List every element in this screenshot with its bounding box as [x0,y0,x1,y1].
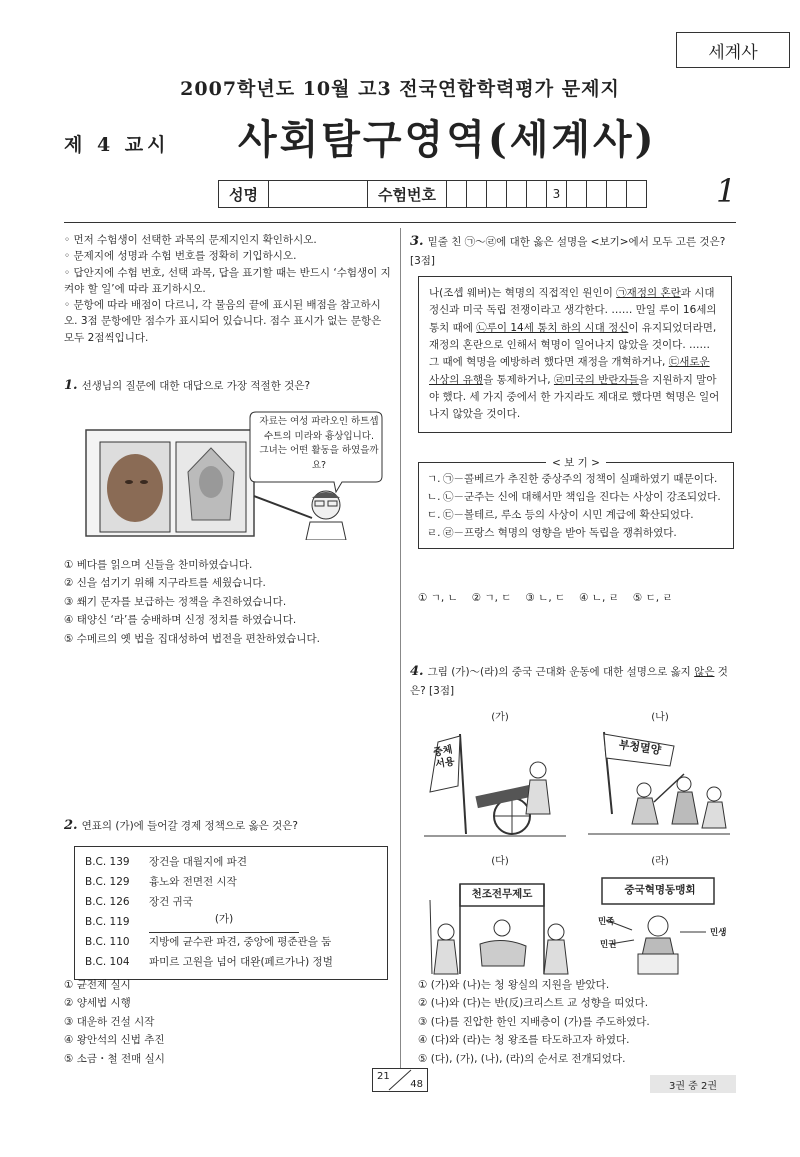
choice[interactable]: ⑤ 소금・철 전매 실시 [64,1052,165,1065]
timeline-year: B.C. 139 [85,856,130,868]
id-cell[interactable] [607,181,627,207]
bogi-key: ㄹ. [427,526,441,539]
passage-box [418,276,732,433]
period-label: 제 4 교시 [64,134,170,156]
soldier-icon [438,924,454,940]
choice[interactable]: ④ 태양신 ‘라’를 숭배하며 신정 정치를 하였습니다. [64,614,297,627]
timeline-row [85,893,377,913]
id-cell[interactable] [527,181,547,207]
question-number: 3. [410,234,424,249]
image-label: (라) [651,856,669,867]
passage-text: 을 통제하거나, [483,373,554,386]
pointer-stick [254,496,312,518]
bogi-text: ㉡－군주는 신에 대해서만 책임을 진다는 사상이 강조되었다. [443,490,721,503]
question-text: 연표의 (가)에 들어갈 경제 정책으로 옳은 것은? [81,820,298,832]
page-total: 48 [410,1079,423,1090]
id-row [218,180,647,208]
choice[interactable]: ② ㄱ, ㄷ [471,592,512,604]
q3-choices [418,590,673,605]
column-divider [400,228,401,1068]
soldier-icon [548,924,564,940]
soldier-icon [530,762,546,778]
passage-text: 을 지원하지 말아야 했다. 세 가지 중에서 한 가지라도 제대로 했다면 혁명은 일어나지 않았을 것이다. [429,373,720,421]
timeline-row [85,873,377,893]
underlined-phrase: ㉣미국의 반란자들 [553,373,639,386]
bogi-text: ㉢－볼테르, 루소 등의 사상이 시민 계급에 확산되었다. [443,508,694,521]
sign-word: 민권 [600,940,617,950]
volume-badge: 3권 중 2권 [650,1075,736,1093]
timeline-year: B.C. 110 [85,935,130,948]
timeline-year: B.C. 126 [85,895,130,908]
flag-text: 중체서용 [432,744,456,771]
horse-icon [480,940,526,966]
bogi-key: ㄴ. [427,490,441,503]
timeline-event: 지방에 균수관 파견, 중앙에 평준관을 둠 [149,935,332,948]
question-text: 밑줄 친 ㉠～㉣에 대한 옳은 설명을 <보기>에서 모두 고른 것은? [3점] [410,236,726,267]
choice[interactable]: ② 양세법 시행 [64,997,131,1010]
bogi-box [418,457,734,549]
bogi-item [427,507,725,525]
question-3 [410,232,736,270]
podium-icon [638,954,678,974]
image-label: (나) [651,712,669,723]
header-divider [64,222,736,223]
choice[interactable]: ④ (다)와 (라)는 청 왕조를 타도하고자 하였다. [418,1034,630,1047]
timeline-year: B.C. 119 [85,915,130,928]
image-label: (다) [491,856,509,867]
page-counter [372,1068,428,1092]
speaker-icon [648,916,668,936]
id-label: 수험번호 [368,181,447,207]
spear-icon [430,900,432,974]
choice[interactable]: ④ ㄴ, ㄹ [579,592,619,604]
q2-choices [64,976,394,1068]
question-number: 2. [64,818,78,833]
passage-text: 과 시대 정신과 미국 독립 전쟁이라고 생각한다. …… 만일 루이 16세의 통치 때에 [429,287,717,334]
sign-word: 민족 [598,917,615,927]
bogi-text: ㉠－콜베르가 추진한 중상주의 정책이 실패하였기 때문이다. [443,473,718,485]
question-number: 1. [64,378,78,393]
question-number: 4. [410,664,424,679]
question-text-emphasis: 않은 [694,666,715,678]
choice[interactable]: ③ 쐐기 문자를 보급하는 정책을 추진하였습니다. [64,595,287,608]
instruction-item: ◦ 문제지에 성명과 수험 번호를 정확히 기입하시오. [64,250,297,263]
bogi-key: ㄷ. [427,508,441,521]
bogi-title-text: < 보 기 > [546,457,606,469]
timeline-row [85,853,377,873]
illustration-ga [420,724,570,842]
sign-word: 민생 [710,928,727,938]
id-cell[interactable] [627,181,646,207]
timeline-row [85,933,377,953]
fighter-icon [637,783,651,797]
timeline-row [85,953,377,973]
instruction-item: ◦ 먼저 수험생이 선택한 과목의 문제지인지 확인하시오. [64,234,317,246]
bogi-item [427,525,725,543]
name-field[interactable] [269,181,368,207]
banner-text: 천조전무제도 [471,888,533,900]
subject-title: 사회탐구영역(세계사) [238,116,657,163]
id-cell[interactable] [487,181,507,207]
timeline-year: B.C. 129 [85,875,130,888]
timeline-event: 장건을 대월지에 파견 [149,856,247,868]
timeline-year: B.C. 104 [85,955,130,968]
timeline-event: 장건 귀국 [149,895,193,908]
question-2 [64,816,394,837]
subject-label: 세계사 [708,42,758,63]
name-label: 성명 [219,181,269,207]
underlined-phrase: ㉡루이 14세 통치 하의 시대 정신 [476,321,629,334]
id-cell[interactable] [507,181,527,207]
id-cell-fixed: 3 [547,181,567,207]
choice[interactable]: ③ ㄴ, ㄷ [525,592,566,604]
question-text: 것은? [3점] [410,666,728,697]
question-text: 선생님의 질문에 대한 대답으로 가장 적절한 것은? [81,380,311,392]
instruction-item: ◦ 문항에 따라 배점이 다르니, 각 물음의 끝에 표시된 배점을 참고하시오. 3점 문항에만 점수가 표시되어 있습니다. 점수 표시가 없는 문항은 모두 2점씩입니다. [64,299,382,344]
page-current: 21 [377,1071,390,1082]
id-cell[interactable] [587,181,607,207]
choice[interactable]: ⑤ 수메르의 옛 법을 집대성하여 법전을 편찬하였습니다. [64,632,320,645]
q4-choices [418,976,736,1068]
id-cell[interactable] [447,181,467,207]
instruction-item: ◦ 답안지에 수험 번호, 선택 과목, 답을 표기할 때는 반드시 ‘수험생이 지켜야 할 일’에 따라 표기하시오. [64,266,391,295]
instructions [64,232,394,346]
page-number: 1 [716,172,737,210]
flag-pole [460,734,466,834]
timeline-event: 파미르 고원을 넘어 대완(페르가나) 정벌 [149,955,333,968]
bogi-item [427,489,725,507]
id-cell[interactable] [467,181,487,207]
choice[interactable]: ③ (다)를 진압한 한인 지배층이 (가)를 주도하였다. [418,1015,650,1028]
id-cell[interactable] [567,181,587,207]
underlined-phrase: ㉢새로운 사상의 유행 [429,356,710,386]
exam-title: 2007학년도 10월 고3 전국연합학력평가 문제지 [180,78,620,100]
choice[interactable]: ⑤ (다), (가), (나), (라)의 순서로 전개되었다. [418,1052,626,1065]
banner-text: 중국혁명동맹회 [624,884,696,896]
bogi-text: ㉣－프랑스 혁명의 영향을 받아 독립을 쟁취하였다. [443,526,677,539]
image-label: (가) [491,712,509,723]
fighter-icon [707,787,721,801]
choice[interactable]: ④ 왕안석의 신법 추진 [64,1034,165,1047]
question-text: 그림 (가)～(라)의 중국 근대화 운동에 대한 설명으로 옳지 [427,666,695,678]
mummy-icon [107,454,163,522]
choice[interactable]: ② (나)와 (다)는 반(反)크리스트 교 성향을 띠었다. [418,997,649,1010]
choice[interactable]: ① ㄱ, ㄴ [418,592,458,604]
question-1 [64,376,394,397]
blank-ga: (가) [149,913,299,933]
choice[interactable]: ② 신을 섬기기 위해 지구라트를 세웠습니다. [64,577,266,590]
timeline-row [85,913,377,933]
choice[interactable]: ⑤ ㄷ, ㄹ [632,592,673,604]
bogi-title [419,455,733,473]
choice[interactable]: ① 균전제 실시 [64,979,131,991]
passage-text: 나(조셉 웨버)는 혁명의 직접적인 원인이 [429,287,617,299]
rider-icon [494,920,510,936]
question-4 [410,662,736,700]
timeline-box [74,846,388,980]
speech-bubble-text: 자료는 여성 파라오인 하트셉수트의 미라와 흉상입니다. 그녀는 어떤 활동을 하였을까요? [259,416,379,472]
q1-choices [64,556,394,648]
subject-box [676,32,790,68]
choice[interactable]: ① 베다를 읽으며 신들을 찬미하였습니다. [64,559,253,571]
bogi-item [427,471,725,489]
passage-text: 이 유지되었더라면, 재정의 혼란으로 인해서 혁명이 일어나지 않았을 것이다. …… 그 때에 혁명을 예방하려 했다면 재정을 개혁하거나, [429,321,717,369]
bogi-key: ㄱ. [427,473,441,485]
choice[interactable]: ① (가)와 (나)는 청 왕실의 지원을 받았다. [418,979,610,991]
underlined-phrase: ㉠재정의 혼란 [616,287,681,299]
choice[interactable]: ③ 대운하 건설 시작 [64,1015,155,1028]
timeline-event: 흉노와 전면전 시작 [149,875,237,888]
flag-text: 부청멸양 [617,738,662,757]
